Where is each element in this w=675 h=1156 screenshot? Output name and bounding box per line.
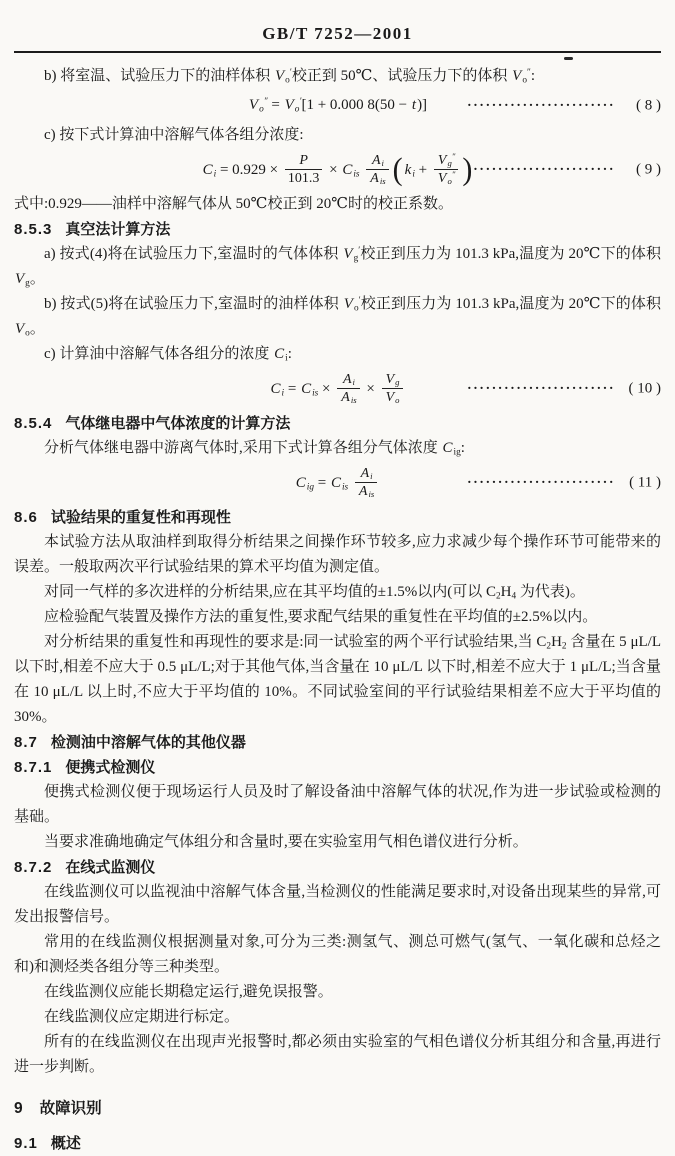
equation-10-leader-group — [467, 376, 661, 401]
scan-speck — [564, 57, 573, 60]
fraction-denominator: $A_{is}$ — [366, 169, 388, 187]
list-item-b-volume-correction: b) 将室温、试验压力下的油样体积 $V_o'$校正到 50℃、试验压力下的体积 $V_o''$: — [44, 67, 536, 86]
fraction-numerator: $V_g$ — [385, 372, 400, 388]
dot-leader: ························ — [466, 162, 615, 177]
section-title: 便携式检测仪 — [65, 759, 156, 776]
equation-8-leader-group — [467, 93, 661, 118]
section-heading-9 — [14, 1096, 661, 1121]
paragraph-relay-gas: 分析气体继电器中游离气体时,采用下式计算各组分气体浓度 $C_{ig}$: — [44, 440, 465, 458]
dot-leader: ························ — [466, 475, 615, 490]
section-heading-8-5-4 — [14, 411, 661, 436]
paragraph-online-3: 在线监测仪应能长期稳定运行,避免误报警。 — [44, 984, 333, 1000]
equation-11-lhs: $C_{ig} = C_{is}$ — [295, 474, 349, 492]
section-title: 故障识别 — [39, 1100, 102, 1117]
equation-8-expression — [248, 94, 427, 116]
paragraph-online-2: 常用的在线监测仪根据测量对象,可分为三类:测氢气、测总可燃气(氢气、一氧化碳和总烃之和)和测烃类各组分等三种类型。 — [14, 934, 661, 975]
equation-9 — [14, 150, 661, 189]
fraction — [285, 152, 323, 187]
list-item-a-gas-volume: a) 按式(4)将在试验压力下,室温时的气体体积 $V_g'$校正到压力为 101.3 kPa,温度为 20℃下的体积 $V_g$。 — [15, 245, 661, 289]
section-number: 9 — [14, 1100, 24, 1117]
fraction-denominator: $V_o''$ — [434, 169, 459, 187]
paragraph-repeatability-3: 应检验配气装置及操作方法的重复性,要求配气结果的重复性在平均值的±2.5%以内。 — [44, 609, 598, 625]
section-number: 9.1 — [14, 1135, 38, 1152]
document-body — [0, 53, 675, 1156]
paragraph-online-4: 在线监测仪应定期进行标定。 — [44, 1009, 240, 1025]
paragraph-online-1: 在线监测仪可以监视油中溶解气体含量,当检测仪的性能满足要求时,对设备出现某些的异常,可发出报警信号。 — [14, 884, 661, 925]
equation-9-expression: $C_i = 0.929$ × $\frac{P}{101.3}$ × $C_{is}$ $\frac{A_i}{A_{is}}$ ( $k_i$ + $\frac{V_g''}{V_o''}$ ) — [202, 151, 473, 187]
section-heading-8-7 — [14, 730, 661, 755]
fraction — [355, 465, 377, 500]
equation-10 — [14, 369, 661, 408]
equation-number: ( 11 ) — [629, 474, 661, 490]
section-heading-8-7-1 — [14, 755, 661, 780]
fraction-numerator: P — [299, 153, 308, 168]
fraction-denominator: $A_{is}$ — [337, 388, 359, 406]
paragraph-online-5: 所有的在线监测仪在出现声光报警时,都必须由实验室的气相色谱仪分析其组分和含量,再进行进一步判断。 — [14, 1034, 661, 1075]
equation-number: ( 10 ) — [628, 380, 661, 396]
equation-10-mid: × — [362, 380, 379, 397]
section-number: 8.7.1 — [14, 759, 53, 776]
equation-9-lhs: $C_i = 0.929$ × — [202, 161, 282, 179]
paragraph-repeatability-2: 对同一气样的多次进样的分析结果,应在其平均值的±1.5%以内(可以 $C_2H_4$ 为代表)。 — [44, 584, 585, 602]
equation-10-lhs: $C_i = C_{is}$ × — [270, 380, 335, 398]
where-clause: 式中:0.929——油样中溶解气体从 50℃校正到 20℃时的校正系数。 — [14, 196, 453, 212]
list-item-c-component-concentration: c) 计算油中溶解气体各组分的浓度 $C_i$: — [44, 346, 292, 364]
equation-9-leader-group — [467, 157, 661, 182]
section-number: 8.7 — [14, 734, 38, 751]
section-heading-8-7-2 — [14, 855, 661, 880]
paragraph-portable-1: 便携式检测仪便于现场运行人员及时了解设备油中溶解气体的状况,作为进一步试验或检测的基础。 — [14, 784, 661, 825]
section-title: 气体继电器中气体浓度的计算方法 — [65, 415, 291, 432]
section-number: 8.6 — [14, 509, 38, 526]
dot-leader: ························ — [466, 98, 615, 113]
section-heading-9-1 — [14, 1131, 661, 1156]
fraction-numerator: $A_i$ — [371, 153, 384, 169]
dot-leader: ························ — [466, 381, 615, 396]
section-number: 8.7.2 — [14, 859, 53, 876]
section-number: 8.5.4 — [14, 415, 53, 432]
equation-8 — [14, 91, 661, 120]
fraction-denominator: $V_o$ — [382, 388, 403, 406]
section-heading-8-5-3 — [14, 217, 661, 242]
fraction-numerator: $A_i$ — [360, 466, 373, 482]
section-title: 在线式监测仪 — [65, 859, 156, 876]
fraction-denominator: 101.3 — [285, 169, 323, 187]
fraction-denominator: $A_{is}$ — [355, 482, 377, 500]
list-item-c-concentration: c) 按下式计算油中溶解气体各组分浓度: — [44, 127, 304, 143]
fraction — [382, 371, 403, 406]
page-header — [0, 0, 675, 53]
fraction — [434, 152, 459, 187]
equation-11-expression — [295, 465, 381, 500]
section-title: 试验结果的重复性和再现性 — [50, 509, 231, 526]
fraction — [337, 371, 359, 406]
equation-number: ( 9 ) — [636, 161, 661, 177]
list-item-b-oil-volume: b) 按式(5)将在试验压力下,室温时的油样体积 $V_o'$校正到压力为 101.3 kPa,温度为 20℃下的体积 $V_o$。 — [15, 295, 661, 339]
fraction-numerator: $V_g''$ — [437, 151, 456, 169]
section-title: 检测油中溶解气体的其他仪器 — [50, 734, 246, 751]
equation-number: ( 8 ) — [636, 97, 661, 113]
section-title: 真空法计算方法 — [65, 221, 171, 238]
paragraph-repeatability-1: 本试验方法从取油样到取得分析结果之间操作环节较多,应力求减少每个操作环节可能带来的误差。一般取两次平行试验结果的算术平均值为测定值。 — [14, 534, 661, 575]
equation-8-body: $V_o'' = V_o'[1 + 0.000$ 8(50 − t)] — [248, 96, 428, 115]
section-number: 8.5.3 — [14, 221, 53, 238]
equation-11 — [14, 463, 661, 502]
fraction-numerator: $A_i$ — [342, 372, 355, 388]
paragraph-repeatability-4: 对分析结果的重复性和再现性的要求是:同一试验室的两个平行试验结果,当 $C_2H_2$ 含量在 5 μL/L 以下时,相差不应大于 0.5 μL/L;对于其他气体,当含量在 10 μL/L 以下时,相差不应大于 1 μL/L;当含量在 10 μL/L 以上时,不应大于平均值的 10%。不同试验室间的平行试验结果相差不应大于平均值的 30%。 — [14, 634, 661, 725]
equation-10-expression — [270, 371, 406, 406]
standard-number: GB/T 7252—2001 — [262, 24, 413, 43]
paragraph-portable-2: 当要求准确地确定气体组分和含量时,要在实验室用气相色谱仪进行分析。 — [44, 834, 528, 850]
equation-11-leader-group — [467, 470, 661, 495]
fraction — [366, 152, 388, 187]
section-heading-8-6 — [14, 505, 661, 530]
equation-9-inner: $k_i$ + — [404, 161, 431, 179]
equation-9-mid: × $C_{is}$ — [325, 161, 360, 179]
section-title: 概述 — [50, 1135, 81, 1152]
